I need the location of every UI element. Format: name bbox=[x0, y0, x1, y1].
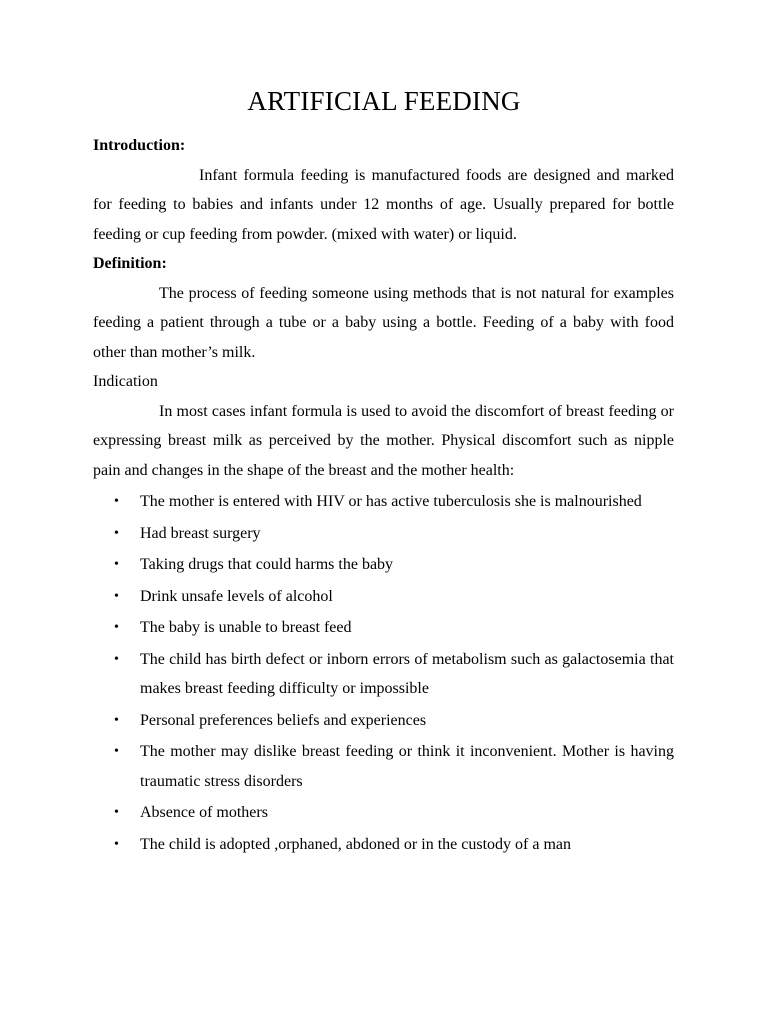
list-item bbox=[93, 645, 674, 704]
definition-paragraph: The process of feeding someone using methods that is not natural for examples feeding a patient through a tube or a baby using a bottle. Feeding of a baby with food other than mother’s milk. bbox=[93, 284, 674, 361]
list-item bbox=[93, 487, 674, 517]
list-item bbox=[93, 706, 674, 736]
list-item bbox=[93, 830, 674, 860]
bullet-icon: • bbox=[114, 836, 119, 852]
list-item bbox=[93, 737, 674, 796]
document-body bbox=[93, 131, 674, 859]
list-item-text: Had breast surgery bbox=[140, 524, 261, 542]
introduction-paragraph: Infant formula feeding is manufactured foods are designed and marked for feeding to babies and infants under 12 months of age. Usually prepared for bottle feeding or cup feeding from powder. (mixed with water) or liquid. bbox=[93, 166, 674, 243]
document-title: ARTIFICIAL FEEDING bbox=[247, 86, 521, 116]
bullet-icon: • bbox=[114, 620, 119, 635]
bullet-icon: • bbox=[114, 805, 119, 820]
list-item-text: Absence of mothers bbox=[140, 804, 268, 821]
bullet-icon: • bbox=[114, 651, 119, 667]
list-item-text: The child has birth defect or inborn errors of metabolism such as galactosemia that makes breast feeding difficulty or impossible bbox=[140, 650, 674, 697]
list-item bbox=[93, 798, 674, 828]
indication-paragraph: In most cases infant formula is used to avoid the discomfort of breast feeding or expressing breast milk as perceived by the mother. Physical discomfort such as nipple pain and changes in the shape of the breast and the mother health: bbox=[93, 402, 674, 479]
bullet-icon: • bbox=[114, 744, 119, 759]
list-item-text: The mother is entered with HIV or has active tuberculosis she is malnourished bbox=[140, 493, 642, 510]
indication-bullet-list bbox=[93, 487, 674, 859]
list-item-text: The mother may dislike breast feeding or think it inconvenient. Mother is having traumatic stress disorders bbox=[140, 743, 674, 790]
list-item bbox=[93, 582, 674, 612]
list-item-text: The baby is unable to breast feed bbox=[140, 619, 352, 636]
list-item-text: Drink unsafe levels of alcohol bbox=[140, 587, 333, 605]
introduction-heading: Introduction: bbox=[93, 137, 186, 154]
bullet-icon: • bbox=[114, 557, 119, 572]
bullet-icon: • bbox=[114, 525, 119, 541]
list-item-text: Personal preferences beliefs and experiences bbox=[140, 711, 427, 729]
definition-heading: Definition: bbox=[93, 255, 167, 272]
list-item-text: The child is adopted ,orphaned, abdoned or in the custody of a man bbox=[140, 835, 571, 853]
list-item bbox=[93, 613, 674, 643]
bullet-icon: • bbox=[114, 494, 119, 509]
list-item-text: Taking drugs that could harms the baby bbox=[140, 556, 394, 573]
list-item bbox=[93, 519, 674, 549]
indication-heading: Indication bbox=[93, 373, 158, 390]
list-item bbox=[93, 550, 674, 580]
bullet-icon: • bbox=[114, 588, 119, 604]
bullet-icon: • bbox=[114, 712, 119, 728]
